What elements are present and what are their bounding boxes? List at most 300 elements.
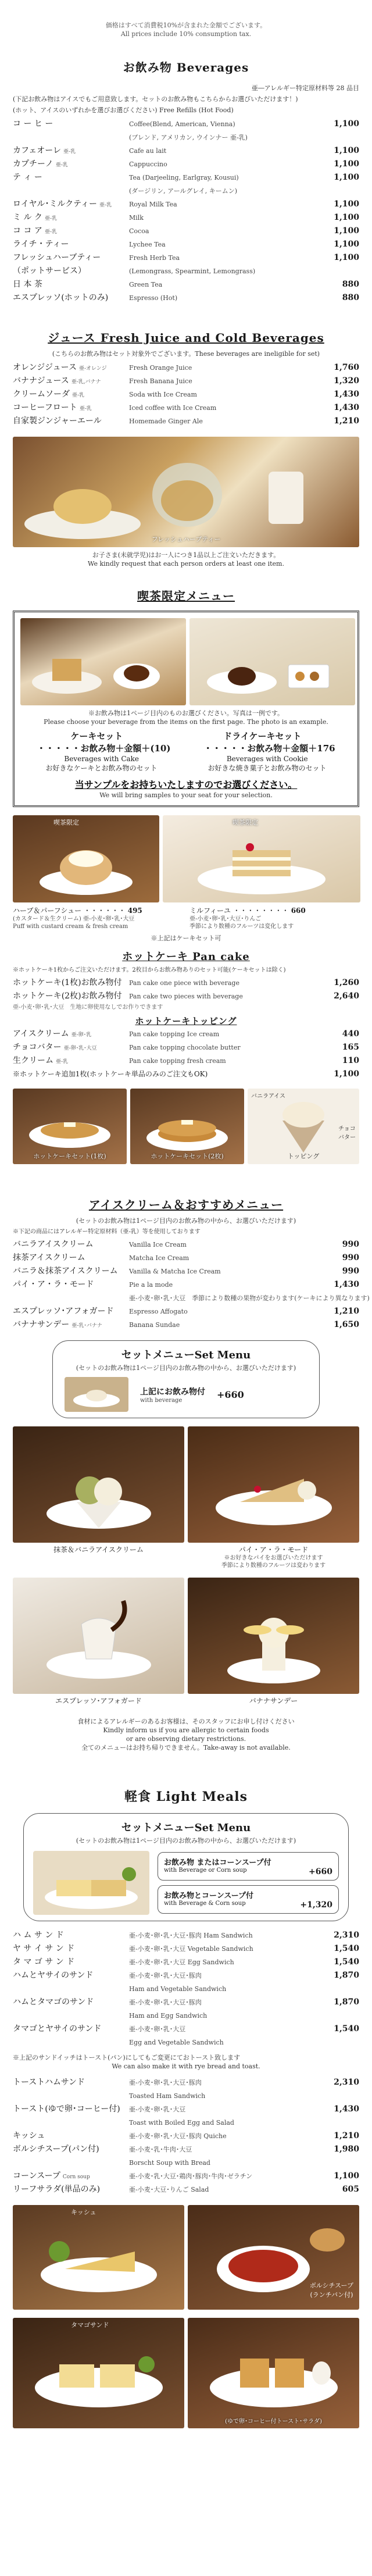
meals-set1-en: with Beverage or Corn soup (164, 1867, 247, 1874)
item-name: ミ ル ク (13, 213, 42, 222)
menu-row (13, 225, 359, 238)
item-price: 165 (342, 1043, 359, 1052)
borscht-photo (188, 2205, 359, 2310)
tea-photo-art (13, 437, 359, 547)
item-name: アイスクリーム (13, 1029, 69, 1039)
icecream-set-label: 上記にお飲み物付 (140, 1387, 205, 1397)
meals-set-thumb (33, 1851, 149, 1915)
borscht-caption-block (310, 2281, 353, 2299)
item-name-wrap (13, 238, 129, 252)
item-english: 亜-小麦･卵･乳･大豆･豚肉 Ham Sandwich (129, 1932, 253, 1939)
item-name-wrap (13, 2077, 129, 2090)
item-price: 1,100 (334, 253, 359, 262)
item-allergen-tag: 亜-オレンジ (78, 366, 107, 372)
icecream-title: アイスクリーム＆おすすめメニュー (88, 1198, 284, 1212)
cake-set-label: ケーキセット (70, 731, 123, 741)
cafe-note-en: Please choose your beverage from the items on the first page. The photo is an example. (44, 718, 328, 726)
item-name: 抹茶アイスクリーム (13, 1253, 85, 1262)
dessert-photo-row (13, 815, 359, 902)
item-name: 生クリーム (13, 1056, 53, 1065)
icecream-set-text (140, 1386, 205, 1404)
meals-set-title: セットメニューSet Menu (121, 1822, 251, 1834)
tax-notice (13, 0, 359, 38)
item-name: 自家製ジンジャーエール (13, 416, 102, 426)
extra-pancake-price: 1,100 (334, 1069, 359, 1079)
item-name-wrap (13, 118, 129, 131)
banana-caption: バナナサンデー (249, 1697, 298, 1705)
item-english: 亜-小麦･乳･大豆･鶏肉･豚肉･牛肉･ゼラチン (129, 2172, 253, 2180)
beverages-title: お飲み物 Beverages (123, 60, 249, 74)
item-name-wrap (13, 172, 129, 185)
pancake-allergen-note: 亜-小麦･卵･乳･大豆 生地に卵使用なしでお作りできます (13, 1004, 163, 1011)
cake-set-ok-note: ※上記はケーキセット可 (151, 934, 221, 942)
menu-row (13, 2103, 359, 2117)
menu-row (13, 279, 359, 292)
item-english: Matcha Ice Cream (129, 1254, 189, 1262)
extra-pancake-note: ※ホットケーキ追加1枚(ホットケーキ単品のみのご注文もOK) (13, 1070, 208, 1078)
item-price: 880 (342, 293, 359, 302)
cake-set-note: お好きなケーキとお飲み物のセット (45, 764, 158, 772)
menu-row (13, 1956, 359, 1970)
item-english: Coffee(Blend, American, Vienna) (129, 120, 235, 128)
item-name: ハムとタマゴのサンド (13, 1997, 94, 2007)
menu-row (13, 2090, 359, 2103)
item-price: 1,540 (334, 1957, 359, 1967)
puff-note: (カスタード＆生クリーム) 亜-小麦･卵･乳･大豆 (13, 916, 135, 922)
item-english: Banana Sundae (129, 1321, 180, 1329)
item-name-wrap (13, 131, 129, 145)
cake-set-box (13, 611, 359, 807)
affogato-photo (13, 1578, 184, 1694)
topping-photo (248, 1089, 359, 1164)
item-name-wrap (13, 212, 129, 225)
item-name: トーストハムサンド (13, 2078, 85, 2087)
pancake-sub: ※ホットケーキ1枚からご注文いただけます。2枚目からお飲み物ありのセット可能(ケーキセットは除く) (13, 967, 286, 973)
item-allergen-tag: 亜-乳 (44, 229, 57, 235)
item-english: 亜-小麦･卵･乳･大豆 Vegetable Sandwich (129, 1945, 253, 1953)
menu-row (13, 212, 359, 225)
topping-title: ホットケーキトッピング (135, 1016, 237, 1026)
item-allergen-tag: 亜-乳 (55, 162, 68, 168)
toast-note-en: We can also make it with rye bread and toast. (112, 2063, 260, 2070)
item-name: 日 本 茶 (13, 280, 42, 289)
item-english: Pan cake one piece with beverage (129, 979, 239, 987)
meal-list-2 (13, 2077, 359, 2197)
item-english: (ダージリン, アールグレイ, キームン) (129, 187, 238, 195)
menu-row (13, 265, 359, 279)
meal-list (13, 1929, 359, 2050)
pancake-title: ホットケーキ Pan cake (122, 951, 250, 963)
item-price: 1,650 (334, 1320, 359, 1329)
icecream-set-price: +660 (217, 1389, 244, 1400)
icecream-photo-captions-2 (13, 1696, 359, 1706)
item-name: ホットケーキ(1枚)お飲み物付 (13, 978, 122, 987)
icecream-photo-row-1 (13, 1426, 359, 1543)
item-english: Green Tea (129, 281, 163, 288)
menu-row (13, 415, 359, 429)
item-name-wrap (13, 2010, 129, 2023)
icecream-set-box (52, 1340, 320, 1418)
meals-set1-row (164, 1867, 332, 1876)
refill-note: (ホット、アイスのいずれかを選びお選びください) Free Refills (Hot Food) (13, 106, 234, 114)
tax-notice-ja: 価格はすべて消費税10%が含まれた金額でございます。 (105, 22, 267, 29)
item-english: 亜-小麦･卵･乳･大豆･豚肉 (129, 1999, 202, 2006)
set-prices (20, 742, 352, 754)
cafe-note-ja: ※お飲み物は1ページ目内のものお選びください。写真は一例です。 (88, 709, 284, 717)
item-name: キッシュ (13, 2131, 45, 2140)
item-price: 440 (342, 1029, 359, 1039)
item-english: Pan cake topping Ice cream (129, 1030, 220, 1038)
item-price: 1,210 (334, 416, 359, 426)
item-allergen-tag: 亜-乳 (99, 202, 112, 208)
item-english: 亜-小麦･卵･乳･大豆 季節により数種の果物が変わります(ケーキにより異なります) (129, 1294, 370, 1302)
pancake-list (13, 977, 359, 1004)
item-name: ロイヤル･ミルクティー (13, 199, 98, 209)
item-name: トースト(ゆで卵･コーヒー付) (13, 2104, 120, 2114)
item-name: （ポットサービス） (13, 266, 86, 276)
item-name: カフェオーレ (13, 146, 62, 155)
menu-row (13, 2036, 359, 2050)
item-name-wrap (13, 1239, 129, 1252)
item-price: 1,100 (334, 199, 359, 209)
pie-notes (13, 1554, 359, 1569)
set-notes (20, 763, 352, 773)
item-allergen-tag: 亜-卵･乳･大豆 (63, 1046, 97, 1051)
allergy-note-1: 食材によるアレルギーのあるお客様は、そのスタッフにお申し付けください (77, 1718, 295, 1725)
item-price: 1,100 (334, 173, 359, 182)
item-english: Royal Milk Tea (129, 201, 177, 208)
tea-photo-row (13, 437, 359, 547)
item-allergen-tag: 亜-乳,バナナ (71, 379, 101, 385)
item-english: Milk (129, 214, 144, 222)
menu-row (13, 238, 359, 252)
item-price: 1,100 (334, 119, 359, 129)
item-name-wrap (13, 362, 129, 375)
menu-row (13, 2077, 359, 2090)
egg-sandwich-caption: タマゴサンド (71, 2321, 109, 2329)
item-price: 1,260 (334, 978, 359, 987)
item-english: 亜-小麦･乳･牛肉･大豆 (129, 2146, 192, 2153)
toast-note: ※上記のサンドイッチはトースト(パン)にしてもご変更にておトースト致します (13, 2054, 241, 2061)
cake-set-en: Beverages with Cake (64, 755, 140, 763)
tea-photo-caption: フレッシュハーブティー (151, 536, 221, 543)
allergen-note: 亜―アレルギー特定原材料等 28 品目 (251, 84, 359, 92)
menu-row (13, 2010, 359, 2023)
topping-list (13, 1028, 359, 1068)
meals-set-options (158, 1852, 339, 1914)
item-price: 1,100 (334, 159, 359, 169)
item-name-wrap (13, 279, 129, 292)
icecream-set-en: with beverage (140, 1397, 183, 1404)
item-name-wrap (13, 1983, 129, 1996)
menu-row (13, 1983, 359, 1996)
menu-row (13, 131, 359, 145)
menu-row (13, 375, 359, 388)
item-english: 亜-小麦･卵･乳･大豆･豚肉 (129, 1972, 202, 1979)
meals-set-body (33, 1851, 339, 1915)
cookie-set-photo (189, 618, 355, 705)
affogato-caption: エスプレッソ･アフォガード (55, 1697, 142, 1705)
icecream-set-body (65, 1377, 307, 1412)
millefeuille-name-row: ミルフィーユ ・・・・・・・・ 660 (189, 907, 306, 915)
cookie-set-label: ドライケーキセット (223, 731, 302, 741)
item-name-wrap (13, 2090, 129, 2103)
juice-list (13, 362, 359, 429)
cake-set-price: ・・・・・お飲み物＋金額＋(10) (37, 743, 171, 754)
item-name-wrap (13, 1292, 129, 1305)
meals-title: 軽食 Light Meals (124, 1789, 248, 1804)
sample-note-en: We will bring samples to your seat for your selection. (99, 791, 273, 799)
sample-note: 当サンプルをお持ちいたしますのでお選びください。 (74, 779, 298, 790)
icecream-set-title: セットメニューSet Menu (121, 1349, 251, 1361)
menu-row (13, 2157, 359, 2170)
item-name-wrap (13, 145, 129, 158)
item-name-wrap (13, 1028, 129, 1041)
puff-en: Puff with custard cream & fresh cream (13, 923, 128, 930)
item-allergen-tag: 亜-乳 (79, 406, 92, 412)
item-english: Pan cake topping fresh cream (129, 1057, 226, 1065)
pie-note-1: ※お好きなパイをお選びいただけます (224, 1555, 323, 1561)
menu-row (13, 2117, 359, 2130)
item-name-wrap (13, 415, 129, 429)
millefeuille-note: 亜-小麦･卵･乳･大豆･りんご (189, 916, 262, 922)
meals-set2-label: お飲み物とコーンスープ付 (164, 1892, 254, 1900)
puff-label: 喫茶限定 (53, 819, 79, 826)
item-name: ボルシチスープ(パン付) (13, 2145, 99, 2154)
allergy-note-3: or are observing dietary restrictions. (126, 1735, 246, 1743)
children-note: お子さま(未就学児)はお一人につき1品以上ご注文いただきます。 (92, 551, 280, 559)
item-english: Tea (Darjeeling, Earlgray, Kousui) (129, 174, 239, 181)
dessert-english (13, 923, 359, 930)
item-english: 亜-小麦･大豆･りんご Salad (129, 2186, 209, 2193)
menu-row (13, 2183, 359, 2197)
quiche-caption: キッシュ (71, 2208, 96, 2216)
item-name-wrap (13, 2170, 129, 2183)
item-name: バナナジュース (13, 376, 69, 386)
item-english: Soda with Ice Cream (129, 391, 197, 398)
menu-row (13, 2143, 359, 2157)
item-name-wrap (13, 265, 129, 279)
item-english: Lychee Tea (129, 241, 166, 248)
menu-row (13, 198, 359, 212)
item-price: 1,430 (334, 403, 359, 412)
topping-caption: トッピング (287, 1153, 320, 1160)
millefeuille-en: 季節により数種のフルーツは変化します (189, 923, 294, 930)
item-name-wrap (13, 2143, 129, 2157)
item-english: Vanilla Ice Cream (129, 1241, 187, 1248)
dessert-notes (13, 915, 359, 923)
item-name-wrap (13, 2183, 129, 2197)
item-english: Ham and Vegetable Sandwich (129, 1985, 227, 1993)
children-note-en: We kindly request that each person orders at least one item. (88, 560, 284, 568)
item-price: 1,430 (334, 2104, 359, 2114)
pie-note-2: 季節により数種のフルーツは変わります (221, 1562, 326, 1569)
item-allergen-tag: Corn soup (62, 2174, 90, 2180)
item-allergen-tag: 亜-卵･乳 (71, 1032, 92, 1038)
item-price: 990 (342, 1253, 359, 1262)
menu-row (13, 388, 359, 402)
puff-price: 495 (127, 907, 142, 915)
item-name: バナナサンデー (13, 1320, 70, 1329)
item-english: Pan cake topping chocolate butter (129, 1044, 241, 1051)
icecream-sub: (セットのお飲み物は1ページ目内のお飲み物の中から、お選びいただけます) (76, 1217, 296, 1225)
item-name: バニラ＆抹茶アイスクリーム (13, 1266, 118, 1276)
menu-row (13, 252, 359, 265)
item-price: 1,100 (334, 240, 359, 249)
item-name-wrap (13, 1970, 129, 1983)
item-name: フレッシュハーブティー (13, 253, 101, 262)
item-name: パイ・ア・ラ・モード (13, 1280, 94, 1289)
item-english: Toast with Boiled Egg and Salad (129, 2119, 234, 2127)
item-english: 亜-小麦･卵･乳･大豆･豚肉 Quiche (129, 2132, 227, 2140)
item-name-wrap (13, 1279, 129, 1292)
menu-row (13, 1239, 359, 1252)
item-name: コ コ ア (13, 226, 42, 236)
menu-row (13, 2130, 359, 2143)
item-name-wrap (13, 2023, 129, 2036)
item-name-wrap (13, 225, 129, 238)
millefeuille-name: ミルフィーユ (189, 907, 231, 915)
item-name: バニラアイスクリーム (13, 1240, 94, 1249)
item-english: Fresh Orange Juice (129, 364, 192, 372)
pie-caption: パイ・ア・ラ・モード (238, 1546, 309, 1554)
item-name: ヤ サ イ サ ン ド (13, 1944, 75, 1953)
menu-row (13, 977, 359, 990)
pancake-2-caption: ホットケーキセット(2枚) (151, 1153, 224, 1160)
menu-row (13, 1055, 359, 1068)
pancake-1-photo (13, 1089, 127, 1164)
item-english: Espresso Affogato (129, 1308, 188, 1315)
icecream-photo-row-2 (13, 1578, 359, 1694)
menu-row (13, 1943, 359, 1956)
item-name: ハ ム サ ン ド (13, 1931, 64, 1940)
pie-note-block (188, 1554, 359, 1569)
item-price: 1,870 (334, 1971, 359, 1980)
icecream-set-sub: (セットのお飲み物は1ページ目内のお飲み物の中から、お選びいただけます) (76, 1364, 296, 1372)
item-english: 亜-小麦･卵･乳･大豆 (129, 2106, 186, 2113)
item-english: Ham and Egg Sandwich (129, 2012, 208, 2020)
item-name-wrap (13, 252, 129, 265)
cake-set-photo (20, 618, 186, 705)
meals-set-option-1 (158, 1852, 339, 1881)
juice-note: (こちらのお飲み物はセット対象外でございます。These beverages are ineligible for set) (52, 350, 320, 358)
item-english: Cafe au lait (129, 147, 167, 155)
item-name: コーヒーフロート (13, 403, 77, 412)
toast-photo (188, 2318, 359, 2428)
item-allergen-tag: 亜-乳 (44, 216, 57, 222)
icecream-set-thumb (65, 1377, 128, 1412)
menu-row (13, 1929, 359, 1943)
tea-photo (13, 437, 359, 547)
item-price: 605 (342, 2185, 359, 2194)
item-name: コ ー ヒ ー (13, 119, 53, 129)
meals-set2-price: +1,320 (300, 1900, 332, 1910)
item-english: Cocoa (129, 227, 149, 235)
meals-set-option-2 (158, 1885, 339, 1914)
menu-row (13, 118, 359, 131)
menu-row (13, 1041, 359, 1055)
menu-row (13, 1292, 370, 1305)
menu-row (13, 362, 359, 375)
puff-name-row: ハーブ＆パーフシュー ・・・・・・ 495 (13, 907, 142, 915)
icecream-list (13, 1239, 370, 1332)
menu-row (13, 1028, 359, 1041)
item-allergen-tag: 亜-乳 (56, 1059, 69, 1065)
item-english: Fresh Banana Juice (129, 377, 192, 385)
menu-row (13, 2023, 359, 2036)
item-name: エスプレッソ(ホットのみ) (13, 293, 109, 302)
item-name: タ マ ゴ サ ン ド (13, 1957, 75, 1967)
item-name-wrap (13, 2157, 129, 2170)
item-english: Borscht Soup with Bread (129, 2159, 210, 2167)
ice-note: (下記お飲み物はアイスでもご用意致します。セットのお飲み物もこちらからお選びいただけます！) (13, 95, 298, 103)
menu-row (13, 990, 359, 1004)
meals-set-box (23, 1813, 349, 1921)
item-english: Pan cake two pieces with beverage (129, 993, 243, 1000)
item-name: エスプレッソ･アフォガード (13, 1307, 114, 1316)
item-price: 1,100 (334, 2171, 359, 2181)
meal-photo-row-2 (13, 2318, 359, 2428)
meals-set1-price: +660 (309, 1867, 332, 1876)
item-price: 1,210 (334, 2131, 359, 2140)
millefeuille-price: 660 (291, 907, 306, 915)
item-name-wrap (13, 375, 129, 388)
item-price: 990 (342, 1240, 359, 1249)
item-name-wrap (13, 1252, 129, 1265)
item-price: 110 (342, 1056, 359, 1065)
item-name: カプチーノ (13, 159, 53, 169)
item-price: 1,100 (334, 146, 359, 155)
item-name-wrap (13, 402, 129, 415)
meals-set1-label: お飲み物 またはコーンスープ付 (164, 1858, 271, 1867)
toast-caption: (ゆで卵･コーヒー付トースト･サラダ) (225, 2418, 322, 2425)
item-english: Vanilla & Matcha Ice Cream (129, 1268, 221, 1275)
item-price: 1,430 (334, 390, 359, 399)
item-name-wrap (13, 1265, 129, 1279)
item-english: Pie a la mode (129, 1281, 173, 1289)
extra-pancake-row (13, 1068, 359, 1080)
menu-row (13, 172, 359, 185)
item-name-wrap (13, 2117, 129, 2130)
item-name: ライチ・ティー (13, 240, 69, 249)
meals-set2-en: with Beverage & Corn soup (164, 1900, 246, 1907)
item-english: Toasted Ham Sandwich (129, 2092, 206, 2100)
item-name-wrap (13, 388, 129, 402)
puff-name: ハーブ＆パーフシュー (13, 907, 82, 915)
egg-sandwich-photo (13, 2318, 184, 2428)
borscht-caption: ボルシチスープ (309, 2282, 353, 2289)
topping-top-label: バニラアイス (251, 1093, 285, 1100)
item-name-wrap (13, 158, 129, 172)
item-price: 1,210 (334, 1307, 359, 1316)
item-name: ホットケーキ(2枚)お飲み物付 (13, 991, 122, 1001)
menu-row (13, 185, 359, 198)
item-name-wrap (13, 2103, 129, 2117)
pie-a-la-mode-photo (188, 1426, 359, 1543)
item-name: タマゴとヤサイのサンド (13, 2024, 102, 2033)
meals-set-sub: (セットのお飲み物は1ページ目内のお飲み物の中から、お選びいただけます) (76, 1837, 296, 1844)
meals-set2-row (164, 1900, 332, 1910)
item-price: 990 (342, 1266, 359, 1276)
item-name-wrap (13, 1943, 129, 1956)
item-name-wrap (13, 1929, 129, 1943)
item-name: クリームソーダ (13, 390, 70, 399)
item-price: 2,640 (334, 991, 359, 1001)
item-english: Espresso (Hot) (129, 294, 178, 302)
item-name-wrap (13, 1956, 129, 1970)
item-english: Fresh Herb Tea (129, 254, 180, 262)
item-english: 亜-小麦･卵･乳･大豆･豚肉 (129, 2079, 202, 2086)
